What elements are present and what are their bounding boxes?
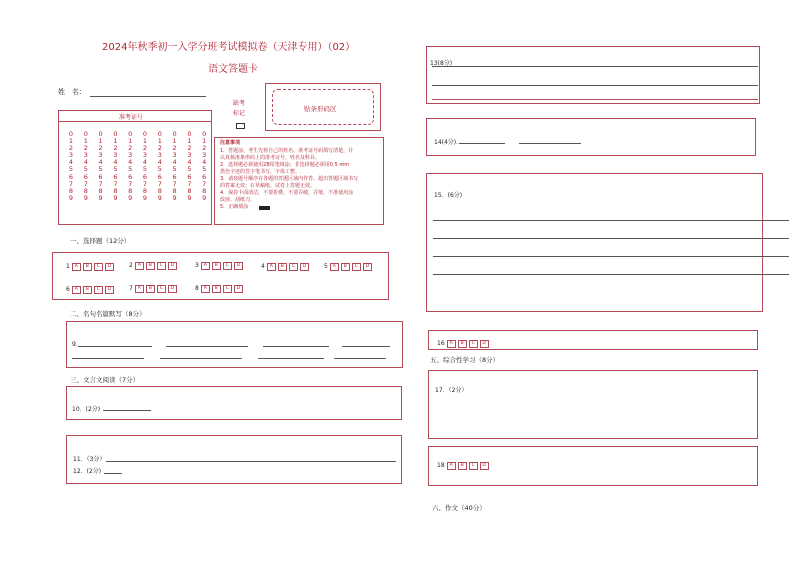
- exam-id-digit[interactable]: 9: [172, 193, 177, 202]
- option-c[interactable]: C: [94, 263, 103, 271]
- exam-id-column[interactable]: [65, 131, 77, 202]
- exam-id-label: 准考证号: [119, 114, 144, 121]
- exam-id-digit[interactable]: 0: [142, 130, 148, 138]
- exam-id-digit[interactable]: 3: [187, 151, 192, 160]
- exam-id-digit[interactable]: 4: [142, 158, 148, 167]
- q14-blank-2[interactable]: [519, 143, 581, 144]
- exam-id-digit[interactable]: 3: [98, 151, 103, 160]
- q9-blank-6[interactable]: [160, 358, 242, 359]
- q15-line-4[interactable]: [433, 274, 789, 275]
- exam-id-digit[interactable]: 8: [128, 186, 133, 195]
- exam-id-digit[interactable]: 7: [172, 179, 177, 188]
- exam-id-digit[interactable]: 5: [172, 165, 177, 174]
- note-line-2: 认真核准条形码上的准考证号、姓名及科目。: [220, 155, 321, 161]
- note-line-1: 1．答题前，考生先将自己的姓名、准考证号码填写清楚，并: [220, 148, 354, 154]
- q13-area: [426, 46, 760, 104]
- exam-id-digit[interactable]: 4: [128, 158, 133, 167]
- option-c[interactable]: C: [157, 285, 166, 293]
- exam-id-digit[interactable]: 8: [187, 186, 192, 195]
- note-line-5: 3．请按题号顺序在各题的答题区域内作答，超出答题区域书写: [220, 176, 359, 182]
- exam-id-column[interactable]: [198, 131, 210, 202]
- q10-blank[interactable]: [103, 410, 151, 411]
- barcode-label: 贴条形码区: [304, 105, 337, 113]
- exam-id-digit[interactable]: 4: [113, 158, 118, 167]
- option-c[interactable]: C: [289, 263, 298, 271]
- exam-id-digit[interactable]: 0: [98, 130, 103, 138]
- option-a[interactable]: A: [201, 262, 210, 270]
- barcode-area: [265, 83, 381, 131]
- q9-blank-7[interactable]: [258, 358, 324, 359]
- q17-area: [428, 370, 758, 439]
- mcq-7[interactable]: 7 A B C D: [129, 284, 179, 293]
- exam-id-digit[interactable]: 8: [68, 186, 74, 195]
- q15-line-2[interactable]: [433, 238, 789, 239]
- option-b[interactable]: B: [83, 286, 92, 294]
- exam-id-digit[interactable]: 1: [113, 137, 118, 146]
- exam-id-digit[interactable]: 6: [113, 172, 118, 181]
- exam-id-digit[interactable]: 4: [202, 158, 207, 167]
- q9-blank-1[interactable]: [78, 346, 152, 347]
- exam-id-digit[interactable]: 0: [187, 130, 192, 138]
- q15-line-3[interactable]: [433, 256, 789, 257]
- exam-id-digit[interactable]: 3: [157, 151, 162, 160]
- exam-id-digit[interactable]: 5: [83, 165, 88, 174]
- exam-id-digit[interactable]: 7: [202, 179, 207, 188]
- notes-title: 注意事项: [220, 140, 241, 146]
- exam-id-digit[interactable]: 4: [68, 158, 74, 167]
- exam-id-columns[interactable]: [61, 131, 211, 223]
- exam-id-digit[interactable]: 2: [68, 144, 74, 153]
- exam-id-digit[interactable]: 6: [142, 172, 148, 181]
- exam-id-digit[interactable]: 1: [128, 137, 133, 146]
- exam-id-digit[interactable]: 1: [187, 137, 192, 146]
- exam-id-digit[interactable]: 3: [83, 151, 88, 160]
- option-d[interactable]: D: [105, 263, 114, 271]
- mcq-1[interactable]: 1 A B C D: [66, 262, 116, 271]
- option-b[interactable]: B: [341, 263, 350, 271]
- exam-id-column[interactable]: [169, 131, 181, 202]
- exam-id-digit[interactable]: 9: [142, 193, 148, 202]
- section-6-title: 六、作文（40分）: [432, 504, 486, 512]
- option-b[interactable]: B: [458, 462, 467, 470]
- q14-label: 14(4分)．: [434, 139, 463, 146]
- option-d[interactable]: D: [363, 263, 372, 271]
- exam-id-digit[interactable]: 9: [128, 193, 133, 202]
- q10-area: [66, 386, 402, 420]
- exam-id-digit[interactable]: 8: [157, 186, 162, 195]
- mcq-3[interactable]: 3 A B C D: [195, 261, 245, 270]
- note-line-7: 4．保持卡面清洁，不要折叠，不要弄破，弄皱，不准使用涂: [220, 190, 354, 196]
- q15-area: [426, 173, 763, 312]
- exam-id-digit[interactable]: 6: [98, 172, 103, 181]
- absent-label-1: 缺考: [233, 100, 246, 107]
- option-a[interactable]: A: [330, 263, 339, 271]
- mcq-2[interactable]: 2 A B C D: [129, 261, 179, 270]
- option-c[interactable]: C: [469, 340, 478, 348]
- exam-id-digit[interactable]: 3: [172, 151, 177, 160]
- q11-label: 11．（3分）: [73, 456, 106, 463]
- exam-id-digit[interactable]: 8: [172, 186, 177, 195]
- exam-id-digit[interactable]: 4: [172, 158, 177, 167]
- exam-id-digit[interactable]: 3: [142, 151, 148, 160]
- q14-blank-1[interactable]: [459, 143, 505, 144]
- exam-id-digit[interactable]: 0: [68, 130, 74, 138]
- option-a[interactable]: A: [447, 340, 456, 348]
- q13-line-3[interactable]: [432, 99, 758, 100]
- exam-id-digit[interactable]: 6: [187, 172, 192, 181]
- option-b[interactable]: B: [278, 263, 287, 271]
- absent-label-2: 标记: [233, 110, 246, 117]
- exam-id-digit[interactable]: 2: [157, 144, 162, 153]
- q17-label: 17．（2分）: [435, 387, 468, 394]
- page-subtitle: 语文答题卡: [208, 64, 258, 75]
- option-d[interactable]: D: [234, 262, 243, 270]
- fill-example-mark: [259, 206, 270, 210]
- exam-id-digit[interactable]: 2: [187, 144, 192, 153]
- mcq-4[interactable]: 4 A B C D: [261, 262, 311, 271]
- q14-area: [426, 118, 756, 156]
- exam-id-digit[interactable]: 5: [68, 165, 74, 174]
- q15-label: 15．(6分): [434, 192, 463, 199]
- q11-12-area: [66, 435, 402, 484]
- exam-id-digit[interactable]: 6: [172, 172, 177, 181]
- option-b[interactable]: B: [146, 285, 155, 293]
- exam-id-digit[interactable]: 9: [68, 193, 74, 202]
- exam-id-digit[interactable]: 7: [142, 179, 148, 188]
- q9-blank-2[interactable]: [166, 346, 248, 347]
- exam-id-digit[interactable]: 9: [83, 193, 88, 202]
- option-c[interactable]: C: [223, 262, 232, 270]
- note-line-4: 黑色字迹的签字笔书写，字体工整。: [220, 169, 301, 175]
- exam-id-digit[interactable]: 9: [98, 193, 103, 202]
- section-1-title: 一、选择题（12分）: [70, 237, 131, 245]
- exam-id-digit[interactable]: 2: [202, 144, 207, 153]
- q9-blank-8[interactable]: [334, 358, 386, 359]
- option-b[interactable]: B: [83, 263, 92, 271]
- exam-id-digit[interactable]: 7: [157, 179, 162, 188]
- note-line-6: 的答案无效；在草稿纸、试卷上答题无效。: [220, 183, 316, 189]
- option-a[interactable]: A: [135, 285, 144, 293]
- option-b[interactable]: B: [146, 262, 155, 270]
- exam-id-digit[interactable]: 7: [113, 179, 118, 188]
- exam-id-grid: [58, 110, 212, 225]
- exam-id-digit[interactable]: 1: [68, 137, 74, 146]
- q12-label: 12．(2分): [73, 468, 102, 475]
- q13-line-1[interactable]: [432, 66, 758, 67]
- exam-id-digit[interactable]: 0: [202, 130, 207, 138]
- exam-id-digit[interactable]: 5: [142, 165, 148, 174]
- exam-id-digit[interactable]: 7: [187, 179, 192, 188]
- exam-id-digit[interactable]: 9: [187, 193, 192, 202]
- exam-id-digit[interactable]: 1: [202, 137, 207, 146]
- q15-line-1[interactable]: [433, 220, 789, 221]
- q9-blank-5[interactable]: [72, 358, 144, 359]
- section-2-title: 二、名句名篇默写（8分）: [70, 310, 146, 318]
- exam-id-digit[interactable]: 2: [83, 144, 88, 153]
- exam-id-digit[interactable]: 9: [202, 193, 207, 202]
- exam-id-digit[interactable]: 0: [83, 130, 88, 138]
- exam-id-column[interactable]: [124, 131, 136, 202]
- exam-id-digit[interactable]: 3: [113, 151, 118, 160]
- absent-checkbox[interactable]: [236, 123, 245, 129]
- exam-id-digit[interactable]: 6: [83, 172, 88, 181]
- mcq-8[interactable]: 8 A B C D: [195, 284, 245, 293]
- mcq-5[interactable]: 5 A B C D: [324, 262, 374, 271]
- note-line-8: 改液、刮纸刀。: [220, 197, 256, 203]
- exam-id-digit[interactable]: 6: [128, 172, 133, 181]
- exam-id-column[interactable]: [183, 131, 195, 202]
- q13-line-2[interactable]: [432, 85, 758, 86]
- exam-id-digit[interactable]: 0: [113, 130, 118, 138]
- q11-blank[interactable]: [106, 461, 396, 462]
- option-a[interactable]: A: [447, 462, 456, 470]
- exam-id-digit[interactable]: 2: [128, 144, 133, 153]
- option-d[interactable]: D: [234, 285, 243, 293]
- exam-id-digit[interactable]: 5: [128, 165, 133, 174]
- exam-id-digit[interactable]: 0: [172, 130, 177, 138]
- option-a[interactable]: A: [135, 262, 144, 270]
- q13-label: 13(8分): [430, 60, 453, 67]
- exam-id-column[interactable]: [109, 131, 121, 202]
- exam-id-digit[interactable]: 2: [98, 144, 103, 153]
- name-field[interactable]: [90, 96, 206, 97]
- option-d[interactable]: D: [300, 263, 309, 271]
- q10-label: 10．(2分): [72, 406, 101, 413]
- option-d[interactable]: D: [168, 285, 177, 293]
- option-a[interactable]: A: [72, 263, 81, 271]
- exam-id-digit[interactable]: 7: [83, 179, 88, 188]
- exam-id-digit[interactable]: 8: [142, 186, 148, 195]
- exam-id-digit[interactable]: 8: [202, 186, 207, 195]
- exam-id-digit[interactable]: 2: [172, 144, 177, 153]
- option-d[interactable]: D: [480, 340, 489, 348]
- option-d[interactable]: D: [480, 462, 489, 470]
- exam-id-digit[interactable]: 8: [83, 186, 88, 195]
- exam-id-digit[interactable]: 6: [68, 172, 74, 181]
- option-a[interactable]: A: [72, 286, 81, 294]
- section-3-title: 三、文言文阅读（7分）: [70, 376, 140, 384]
- option-d[interactable]: D: [105, 286, 114, 294]
- option-b[interactable]: B: [458, 340, 467, 348]
- exam-id-digit[interactable]: 0: [128, 130, 133, 138]
- note-fill-example: 5．正确填涂: [220, 204, 249, 210]
- exam-id-digit[interactable]: 1: [157, 137, 162, 146]
- option-c[interactable]: C: [223, 285, 232, 293]
- q9-blank-4[interactable]: [342, 346, 390, 347]
- option-c[interactable]: C: [94, 286, 103, 294]
- exam-id-digit[interactable]: 6: [157, 172, 162, 181]
- option-b[interactable]: B: [212, 285, 221, 293]
- exam-id-column[interactable]: [80, 131, 92, 202]
- option-a[interactable]: A: [201, 285, 210, 293]
- exam-id-digit[interactable]: 2: [113, 144, 118, 153]
- page-title: 2024年秋季初一入学分班考试模拟卷（天津专用）（02）: [102, 42, 356, 53]
- exam-id-digit[interactable]: 4: [83, 158, 88, 167]
- exam-id-digit[interactable]: 9: [113, 193, 118, 202]
- exam-id-digit[interactable]: 4: [98, 158, 103, 167]
- exam-id-digit[interactable]: 8: [98, 186, 103, 195]
- exam-id-digit[interactable]: 3: [68, 151, 74, 160]
- exam-id-digit[interactable]: 8: [113, 186, 118, 195]
- exam-id-digit[interactable]: 5: [98, 165, 103, 174]
- exam-id-digit[interactable]: 6: [202, 172, 207, 181]
- option-c[interactable]: C: [469, 462, 478, 470]
- exam-id-digit[interactable]: 3: [202, 151, 207, 160]
- option-b[interactable]: B: [212, 262, 221, 270]
- exam-id-digit[interactable]: 9: [157, 193, 162, 202]
- exam-id-digit[interactable]: 5: [187, 165, 192, 174]
- mcq-18[interactable]: 18 A B C D: [437, 461, 491, 470]
- name-label: 姓 名：: [58, 88, 86, 96]
- q12-blank[interactable]: [104, 473, 122, 474]
- exam-id-column[interactable]: [95, 131, 107, 202]
- mcq-6[interactable]: 6 A B C D: [66, 285, 116, 294]
- notes-panel: [214, 137, 384, 225]
- q9-blank-3[interactable]: [263, 346, 329, 347]
- q9-label: 9.: [72, 341, 78, 348]
- exam-id-digit[interactable]: 5: [157, 165, 162, 174]
- exam-id-digit[interactable]: 4: [157, 158, 162, 167]
- section-5-title: 五、综合性学习（8分）: [430, 356, 500, 364]
- mcq-16[interactable]: 16 A B C D: [437, 339, 491, 348]
- exam-id-digit[interactable]: 7: [128, 179, 133, 188]
- exam-id-digit[interactable]: 1: [142, 137, 148, 146]
- exam-id-digit[interactable]: 5: [202, 165, 207, 174]
- exam-id-digit[interactable]: 1: [98, 137, 103, 146]
- exam-id-column[interactable]: [139, 131, 151, 202]
- exam-id-digit[interactable]: 1: [83, 137, 88, 146]
- option-d[interactable]: D: [168, 262, 177, 270]
- exam-id-digit[interactable]: 3: [128, 151, 133, 160]
- option-a[interactable]: A: [267, 263, 276, 271]
- exam-id-digit[interactable]: 5: [113, 165, 118, 174]
- exam-id-digit[interactable]: 1: [172, 137, 177, 146]
- exam-id-digit[interactable]: 0: [157, 130, 162, 138]
- option-c[interactable]: C: [157, 262, 166, 270]
- note-line-3: 2．选择题必须使用2B铅笔填涂；非选择题必须用0.5 mm: [220, 162, 350, 168]
- exam-id-digit[interactable]: 7: [98, 179, 103, 188]
- option-c[interactable]: C: [352, 263, 361, 271]
- exam-id-digit[interactable]: 7: [68, 179, 74, 188]
- recitation-area: [66, 321, 403, 368]
- exam-id-digit[interactable]: 4: [187, 158, 192, 167]
- exam-id-column[interactable]: [154, 131, 166, 202]
- exam-id-digit[interactable]: 2: [142, 144, 148, 153]
